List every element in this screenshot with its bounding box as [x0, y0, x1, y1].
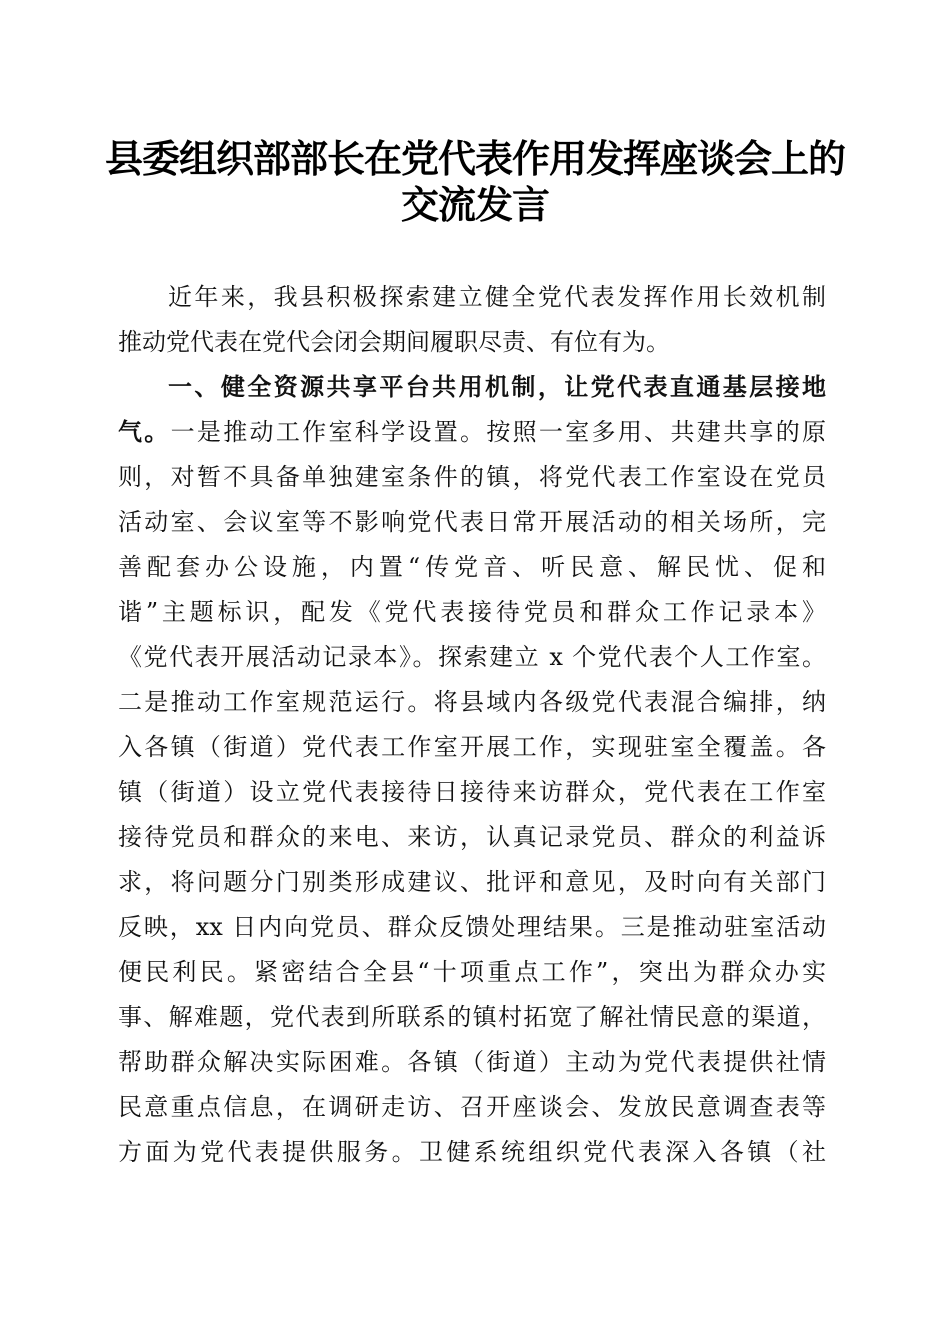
body-line: 方面为党代表提供服务。卫健系统组织党代表深入各镇（社 [118, 1138, 826, 1166]
intro-paragraph-line-1: 近年来，我县积极探索建立健全党代表发挥作用长效机制 [168, 283, 826, 311]
document-title-line-1: 县委组织部部长在党代表作用发挥座谈会上的 [104, 136, 845, 181]
body-line: 《党代表开展活动记录本》。探索建立 x 个党代表个人工作室。 [118, 643, 826, 671]
body-line: 则，对暂不具备单独建室条件的镇，将党代表工作室设在党员 [118, 463, 826, 491]
body-line: 事、解难题，党代表到所联系的镇村拓宽了解社情民意的渠道， [118, 1003, 826, 1031]
body-line: 反映，xx 日内向党员、群众反馈处理结果。三是推动驻室活动 [118, 913, 826, 941]
body-line: 善配套办公设施，内置“传党音、听民意、解民忧、促和 [118, 553, 826, 581]
body-line: 入各镇（街道）党代表工作室开展工作，实现驻室全覆盖。各 [118, 733, 826, 761]
section-one-line-2-text: 一是推动工作室科学设置。按照一室多用、共建共享的原 [170, 418, 827, 446]
body-line: 活动室、会议室等不影响党代表日常开展活动的相关场所，完 [118, 508, 826, 536]
body-line: 接待党员和群众的来电、来访，认真记录党员、群众的利益诉 [118, 823, 826, 851]
body-line: 镇（街道）设立党代表接待日接待来访群众，党代表在工作室 [118, 778, 826, 806]
section-one-line-2 [118, 412, 826, 452]
intro-paragraph-line-2: 推动党代表在党代会闭会期间履职尽责、有位有为。 [118, 328, 670, 356]
body-line: 便民利民。紧密结合全县“十项重点工作”，突出为群众办实 [118, 958, 826, 986]
section-one-heading: 一、健全资源共享平台共用机制，让党代表直通基层接地 [168, 373, 826, 401]
section-one-heading-tail: 气。 [118, 418, 171, 446]
body-line: 谐”主题标识，配发《党代表接待党员和群众工作记录本》 [118, 598, 826, 626]
document-title-line-2: 交流发言 [400, 182, 549, 227]
body-line: 求，将问题分门别类形成建议、批评和意见，及时向有关部门 [118, 868, 826, 896]
body-line: 民意重点信息，在调研走访、召开座谈会、发放民意调查表等 [118, 1093, 826, 1121]
body-line: 帮助群众解决实际困难。各镇（街道）主动为党代表提供社情 [118, 1048, 826, 1076]
body-line: 二是推动工作室规范运行。将县域内各级党代表混合编排，纳 [118, 688, 826, 716]
